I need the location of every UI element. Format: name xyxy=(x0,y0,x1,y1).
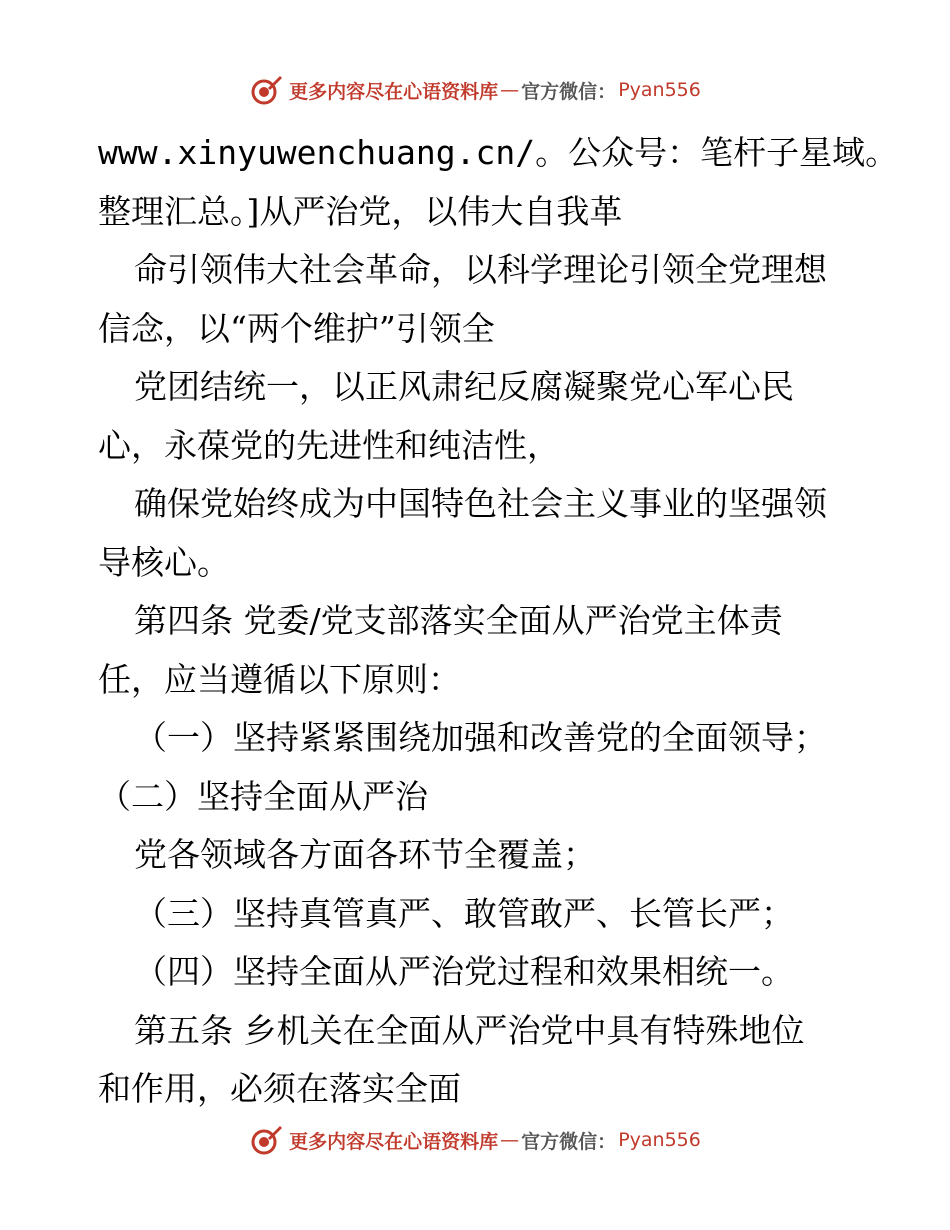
footer-contact-label: 官方微信： xyxy=(521,1130,617,1153)
body-text-line: （三）坚持真管真严、敢管敢严、长管长严； xyxy=(134,893,794,933)
header-banner-dash: — xyxy=(500,79,520,101)
header-banner xyxy=(0,70,950,110)
footer-banner-dash: — xyxy=(500,1129,520,1151)
pen-logo-icon xyxy=(249,73,283,107)
document-body xyxy=(98,124,899,1119)
body-text-line: 命引领伟大社会革命，以科学理论引领全党理想 xyxy=(134,250,827,289)
body-text-line: 第五条 乡机关在全面从严治党中具有特殊地位 xyxy=(134,1010,805,1050)
body-text-line: 和作用，必须在落实全面 xyxy=(98,1069,461,1108)
header-banner-text: 更多内容尽在心语资料库 xyxy=(289,80,499,103)
footer-banner xyxy=(0,1120,950,1160)
body-text-line: （二）坚持全面从严治 xyxy=(98,776,428,816)
body-text-line: （一）坚持紧紧围绕加强和改善党的全面领导； xyxy=(134,718,827,757)
body-text-line: （四）坚持全面从严治党过程和效果相统一。 xyxy=(134,952,794,991)
header-contact-id: Pyan556 xyxy=(618,79,701,101)
body-text-line: 信念，以“两个维护”引领全 xyxy=(98,308,495,348)
footer-banner-text: 更多内容尽在心语资料库 xyxy=(289,1130,499,1153)
body-text-line: 确保党始终成为中国特色社会主义事业的坚强领 xyxy=(134,484,827,523)
header-contact-label: 官方微信： xyxy=(521,80,617,103)
body-text-line: 导核心。 xyxy=(98,542,230,582)
body-text-line: 整理汇总。]从严治党，以伟大自我革 xyxy=(98,191,623,231)
footer-contact-id: Pyan556 xyxy=(618,1129,701,1151)
body-text-line: 党团结统一，以正风肃纪反腐凝聚党心军心民 xyxy=(134,367,794,406)
body-text-line: 心，永葆党的先进性和纯洁性， xyxy=(98,425,560,465)
body-text-line: www.xinyuwenchuang.cn/。公众号：笔杆子星域。 xyxy=(98,133,899,172)
body-text-line: 党各领域各方面各环节全覆盖； xyxy=(134,835,596,874)
pen-logo-icon xyxy=(249,1123,283,1157)
body-text-line: 第四条 党委/党支部落实全面从严治党主体责 xyxy=(134,601,783,640)
body-text-line: 任，应当遵循以下原则： xyxy=(98,659,461,699)
